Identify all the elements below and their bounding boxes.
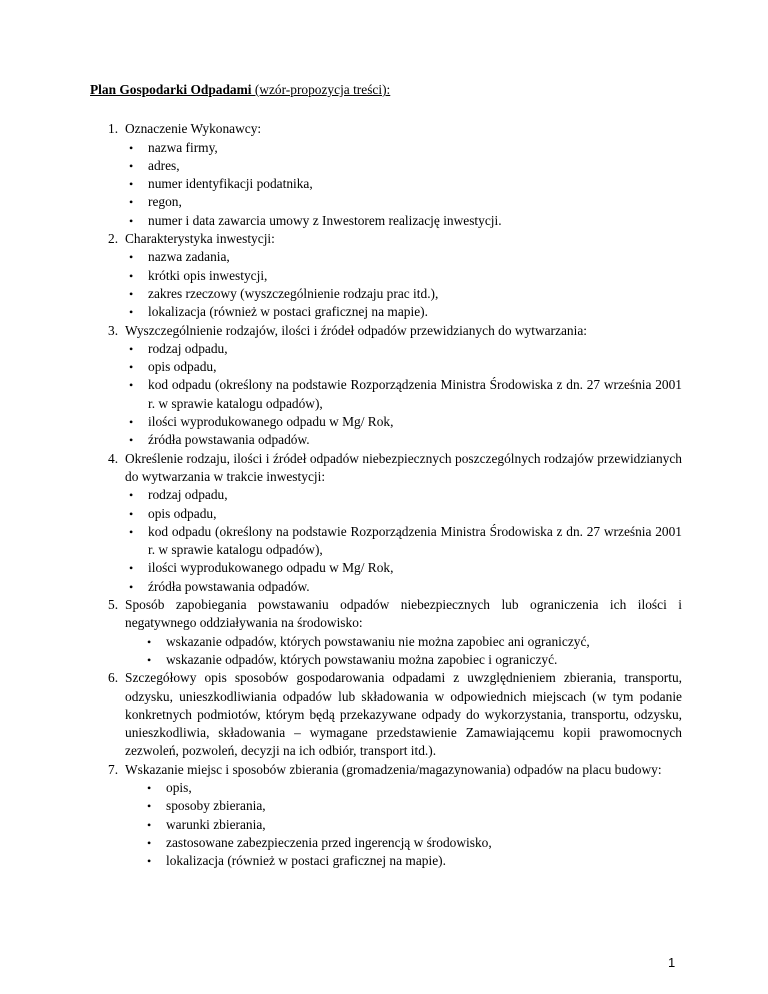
bullet-icon: • <box>129 415 134 430</box>
bullet-item <box>143 633 682 651</box>
list-item <box>90 230 682 321</box>
bullet-icon: • <box>129 195 134 210</box>
bullet-icon: • <box>129 305 134 320</box>
bullet-text: opis odpadu, <box>148 505 217 521</box>
item-text: Określenie rodzaju, ilości i źródeł odpadów niebezpiecznych poszczególnych rodzajów przewidzianych do wytwarzania w trakcie inwestycji: <box>125 450 682 484</box>
bullet-text: regon, <box>148 194 182 210</box>
item-number: 4. <box>108 450 119 466</box>
bullet-item <box>125 248 682 266</box>
bullet-icon: • <box>147 835 152 850</box>
bullet-item <box>125 340 682 358</box>
item-text: Wskazanie miejsc i sposobów zbierania (gromadzenia/magazynowania) odpadów na placu budowy: <box>125 761 662 777</box>
bullet-item <box>125 413 682 431</box>
bullet-item <box>125 157 682 175</box>
bullet-icon: • <box>129 561 134 576</box>
bullet-item <box>125 376 682 413</box>
bullet-text: rodzaj odpadu, <box>148 487 228 503</box>
list-item <box>90 450 682 596</box>
bullet-item <box>125 139 682 157</box>
document-body <box>90 81 682 870</box>
bullet-item <box>125 303 682 321</box>
title-subtitle: (wzór-propozycja treści): <box>251 82 391 97</box>
bullet-text: źródła powstawania odpadów. <box>148 432 310 448</box>
bullet-list <box>125 779 682 870</box>
bullet-text: opis odpadu, <box>148 359 217 375</box>
bullet-icon: • <box>129 341 134 356</box>
bullet-icon: • <box>147 780 152 795</box>
bullet-icon: • <box>129 286 134 301</box>
bullet-text: kod odpadu (określony na podstawie Rozporządzenia Ministra Środowiska z dn. 27 września 2001 r. w sprawie katalogu odpadów), <box>148 377 682 411</box>
bullet-text: wskazanie odpadów, których powstawaniu można zapobiec i ograniczyć. <box>166 651 558 667</box>
item-number: 3. <box>108 322 119 338</box>
list-item <box>90 669 682 760</box>
bullet-item <box>125 267 682 285</box>
bullet-item <box>125 358 682 376</box>
bullet-list <box>125 248 682 321</box>
bullet-item <box>125 578 682 596</box>
bullet-icon: • <box>129 433 134 448</box>
bullet-text: warunki zbierania, <box>166 816 266 832</box>
bullet-item <box>125 431 682 449</box>
bullet-text: wskazanie odpadów, których powstawaniu nie można zapobiec ani ograniczyć, <box>166 633 590 649</box>
bullet-item <box>143 834 682 852</box>
bullet-icon: • <box>129 140 134 155</box>
bullet-list <box>125 486 682 596</box>
bullet-icon: • <box>129 213 134 228</box>
bullet-icon: • <box>129 268 134 283</box>
bullet-text: lokalizacja (również w postaci graficznej na mapie). <box>166 853 446 869</box>
bullet-item <box>125 559 682 577</box>
item-number: 2. <box>108 231 119 247</box>
bullet-text: rodzaj odpadu, <box>148 340 228 356</box>
bullet-text: nazwa firmy, <box>148 139 218 155</box>
bullet-item <box>143 651 682 669</box>
bullet-icon: • <box>129 579 134 594</box>
list-item <box>90 596 682 669</box>
item-number: 7. <box>108 761 119 777</box>
bullet-icon: • <box>129 524 134 539</box>
item-text: Charakterystyka inwestycji: <box>125 231 275 247</box>
bullet-text: zakres rzeczowy (wyszczególnienie rodzaju prac itd.), <box>148 285 439 301</box>
bullet-item <box>125 193 682 211</box>
bullet-icon: • <box>129 250 134 265</box>
bullet-icon: • <box>129 378 134 393</box>
bullet-text: krótki opis inwestycji, <box>148 267 268 283</box>
item-text: Oznaczenie Wykonawcy: <box>125 121 262 137</box>
bullet-text: źródła powstawania odpadów. <box>148 578 310 594</box>
item-text: Szczegółowy opis sposobów gospodarowania odpadami z uwzględnieniem zbierania, transportu, odzysku, unieszkodliwiania odpadów lub składowania w odpowiednich miejscach (w tym podanie konkretnych podmiotów, którym będą przekazywane odpady do wykorzystania, transportu, odzysku, unieszkodliwia, składowania – wymagane przedstawienie Zamawiającemu kopii prawomocnych zezwoleń, pozwoleń, decyzji na ich odbiór, transport itd.). <box>125 670 682 759</box>
bullet-text: zastosowane zabezpieczenia przed ingerencją w środowisko, <box>166 834 492 850</box>
document-title <box>90 81 682 99</box>
page-number: 1 <box>668 955 676 970</box>
bullet-icon: • <box>147 652 152 667</box>
bullet-item <box>125 175 682 193</box>
bullet-icon: • <box>129 506 134 521</box>
bullet-item <box>125 486 682 504</box>
item-number: 1. <box>108 121 119 137</box>
bullet-item <box>143 797 682 815</box>
bullet-text: numer identyfikacji podatnika, <box>148 176 313 192</box>
bullet-text: nazwa zadania, <box>148 249 230 265</box>
bullet-item <box>143 816 682 834</box>
bullet-text: lokalizacja (również w postaci graficznej na mapie). <box>148 304 428 320</box>
bullet-list <box>125 340 682 450</box>
numbered-list <box>90 120 682 870</box>
bullet-text: ilości wyprodukowanego odpadu w Mg/ Rok, <box>148 560 394 576</box>
bullet-item <box>143 852 682 870</box>
bullet-text: numer i data zawarcia umowy z Inwestorem realizację inwestycji. <box>148 212 502 228</box>
bullet-item <box>125 212 682 230</box>
bullet-text: opis, <box>166 779 192 795</box>
title-main: Plan Gospodarki Odpadami <box>90 82 252 97</box>
bullet-text: kod odpadu (określony na podstawie Rozporządzenia Ministra Środowiska z dn. 27 września 2001 r. w sprawie katalogu odpadów), <box>148 523 682 558</box>
list-item <box>90 322 682 450</box>
bullet-icon: • <box>129 177 134 192</box>
bullet-list <box>125 139 682 230</box>
item-text: Wyszczególnienie rodzajów, ilości i źródeł odpadów przewidzianych do wytwarzania: <box>125 322 587 338</box>
bullet-icon: • <box>129 360 134 375</box>
bullet-item <box>143 779 682 797</box>
bullet-icon: • <box>147 854 152 869</box>
bullet-text: adres, <box>148 157 180 173</box>
item-text: Sposób zapobiegania powstawaniu odpadów niebezpiecznych lub ograniczenia ich ilości i negatywnego oddziaływania na środowisko: <box>125 597 682 631</box>
bullet-icon: • <box>147 817 152 832</box>
bullet-item <box>125 523 682 560</box>
bullet-icon: • <box>129 488 134 503</box>
bullet-list <box>125 633 682 670</box>
bullet-icon: • <box>129 158 134 173</box>
list-item <box>90 761 682 871</box>
bullet-icon: • <box>147 634 152 649</box>
item-number: 5. <box>108 597 119 613</box>
bullet-text: sposoby zbierania, <box>166 798 266 814</box>
bullet-text: ilości wyprodukowanego odpadu w Mg/ Rok, <box>148 414 394 430</box>
bullet-icon: • <box>147 799 152 814</box>
item-number: 6. <box>108 670 119 686</box>
list-item <box>90 120 682 230</box>
bullet-item <box>125 505 682 523</box>
bullet-item <box>125 285 682 303</box>
